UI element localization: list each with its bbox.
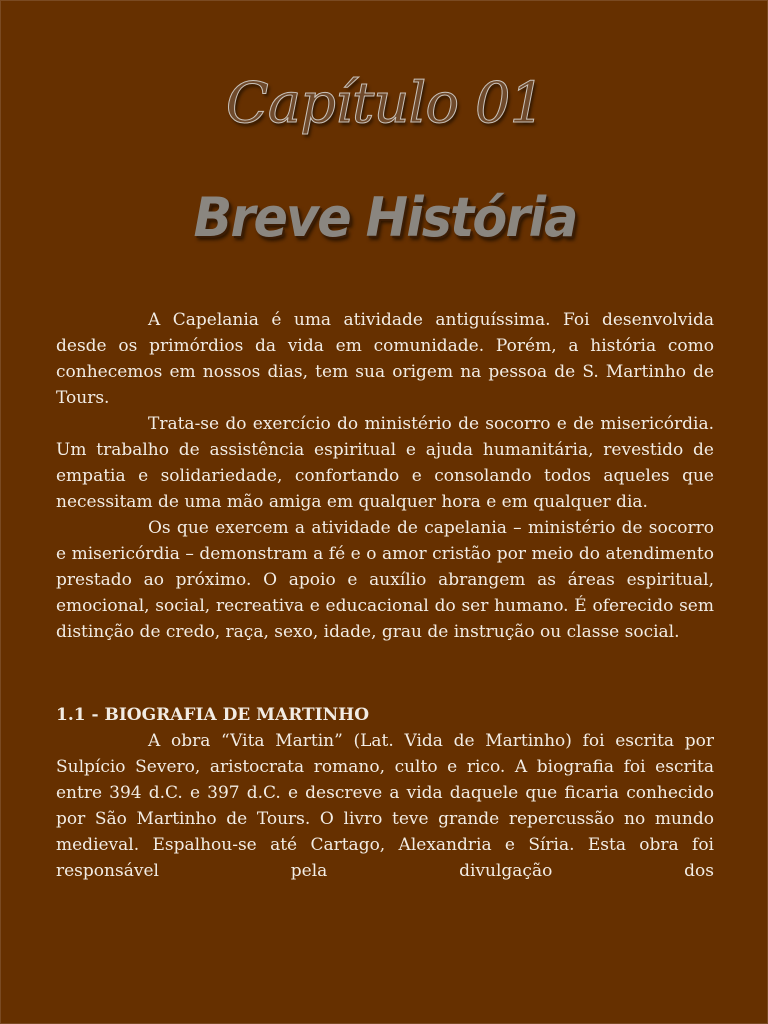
section-heading: 1.1 - BIOGRAFIA DE MARTINHO [56,705,370,725]
body-paragraph: Trata-se do exercício do ministério de socorro e de misericórdia. Um trabalho de assistência espiritual e ajuda humanitária, revestido de empatia e solidariedade, confortando e consolando todos aqueles que necessitam de uma mão amiga em qualquer hora e em qualquer dia. [56,414,714,512]
chapter-label: Capítulo 01 [225,71,545,136]
chapter-title: Breve História [193,186,577,249]
body-paragraph: Os que exercem a atividade de capelania – ministério de socorro e misericórdia – demonstram a fé e o amor cristão por meio do atendimento prestado ao próximo. O apoio e auxílio abrangem as áreas espiritual, emocional, social, recreativa e educacional do ser humano. É oferecido sem distinção de credo, raça, sexo, idade, grau de instrução ou classe social. [56,518,714,642]
chapter-body [56,307,714,884]
body-paragraph: A Capelania é uma atividade antiguíssima. Foi desenvolvida desde os primórdios da vida em comunidade. Porém, a história como conhecemos em nossos dias, tem sua origem na pessoa de S. Martinho de Tours. [56,310,714,408]
section-paragraph: A obra “Vita Martin” (Lat. Vida de Martinho) foi escrita por Sulpício Severo, aristocrata romano, culto e rico. A biografia foi escrita entre 394 d.C. e 397 d.C. e descreve a vida daquele que ficaria conhecido por São Martinho de Tours. O livro teve grande repercussão no mundo medieval. Espalhou-se até Cartago, Alexandria e Síria. Esta obra foi responsável pela divulgação dos [56,731,714,881]
